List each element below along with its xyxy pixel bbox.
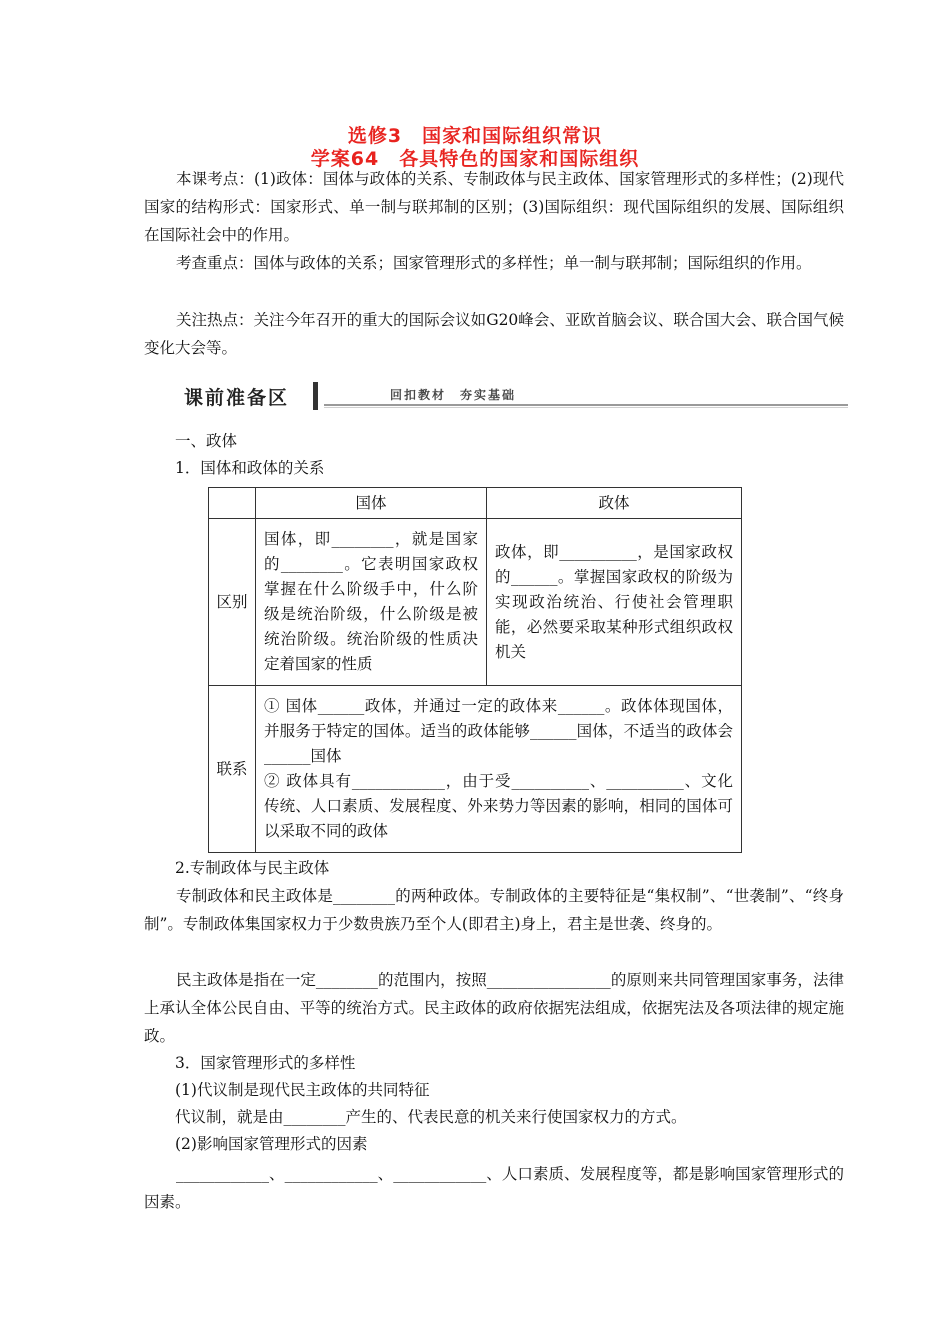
document-title-line1: 选修3 国家和国际组织常识 — [347, 125, 603, 147]
section3-sub1: (1)代议制是现代民主政体的共同特征 — [175, 1081, 430, 1099]
table-header-zhengti: 政体 — [487, 488, 742, 519]
section3-sub2: (2)影响国家管理形式的因素 — [175, 1135, 368, 1153]
intro-redian: 关注热点：关注今年召开的重大的国际会议如G20峰会、亚欧首脑会议、联合国大会、联合国气候变化大会等。 — [144, 311, 844, 357]
section3-sub1-text: 代议制，就是由________产生的、代表民意的机关来行使国家权力的方式。 — [175, 1108, 687, 1126]
guoti-zhengti-table — [208, 487, 742, 853]
row-label-qubie: 区别 — [209, 519, 256, 686]
lianxi-point-2: ② 政体具有____________，由于受__________、__________、文化传统、人口素质、发展程度、外来势力等因素的影响，相同的国体可以采取不同的政体 — [264, 772, 733, 840]
section2-p2: 民主政体是指在一定________的范围内，按照________________的原则来共同管理国家事务，法律上承认全体公民自由、平等的统治方式。民主政体的政府依据宪法组成，依据宪法及各项法律的规定施政。 — [144, 971, 844, 1045]
banner-rule-light — [324, 407, 848, 408]
table-corner-cell — [209, 488, 256, 519]
table-header-guoti: 国体 — [256, 488, 487, 519]
banner-title: 课前准备区 — [184, 387, 290, 409]
section-banner — [180, 380, 848, 410]
section2-heading: 2.专制政体与民主政体 — [175, 859, 330, 877]
lianxi-point-1: ① 国体______政体，并通过一定的政体来______。政体体现国体，并服务于特定的国体。适当的政体能够______国体，不适当的政体会______国体 — [264, 697, 733, 765]
cell-zhengti-qubie: 政体，即__________，是国家政权的______。掌握国家政权的阶级为实现政治统治、行使社会管理职能，必然要采取某种形式组织政权机关 — [487, 519, 742, 686]
section3-heading: 3．国家管理形式的多样性 — [175, 1054, 356, 1072]
section3-sub2-text: ____________、____________、____________、人口素质、发展程度等，都是影响国家管理形式的因素。 — [144, 1165, 844, 1211]
document-title-line2: 学案64 各具特色的国家和国际组织 — [310, 148, 640, 170]
table-row — [209, 519, 742, 686]
banner-rule — [324, 404, 848, 406]
row-label-lianxi: 联系 — [209, 686, 256, 853]
section2-p1: 专制政体和民主政体是________的两种政体。专制政体的主要特征是“集权制”、“世袭制”、“终身制”。专制政体集国家权力于少数贵族乃至个人(即君主)身上，君主是世袭、终身的。 — [144, 887, 844, 933]
section1-sub1: 1．国体和政体的关系 — [175, 459, 325, 477]
table-row — [209, 686, 742, 853]
intro-zhongdian: 考查重点：国体与政体的关系；国家管理形式的多样性；单一制与联邦制；国际组织的作用。 — [176, 254, 812, 272]
banner-divider — [313, 382, 318, 410]
cell-guoti-qubie: 国体，即________，就是国家的________。它表明国家政权掌握在什么阶级手中，什么阶级是统治阶级，什么阶级是被统治阶级。统治阶级的性质决定着国家的性质 — [256, 519, 487, 686]
cell-lianxi — [256, 686, 742, 853]
section1-heading: 一、政体 — [175, 432, 238, 450]
table-header-row — [209, 488, 742, 519]
banner-subtitle: 回扣教材 夯实基础 — [390, 388, 517, 402]
intro-kaodian: 本课考点：(1)政体：国体与政体的关系、专制政体与民主政体、国家管理形式的多样性；(2)现代国家的结构形式：国家形式、单一制与联邦制的区别；(3)国际组织：现代国际组织的发展、国际组织在国际社会中的作用。 — [144, 170, 844, 244]
